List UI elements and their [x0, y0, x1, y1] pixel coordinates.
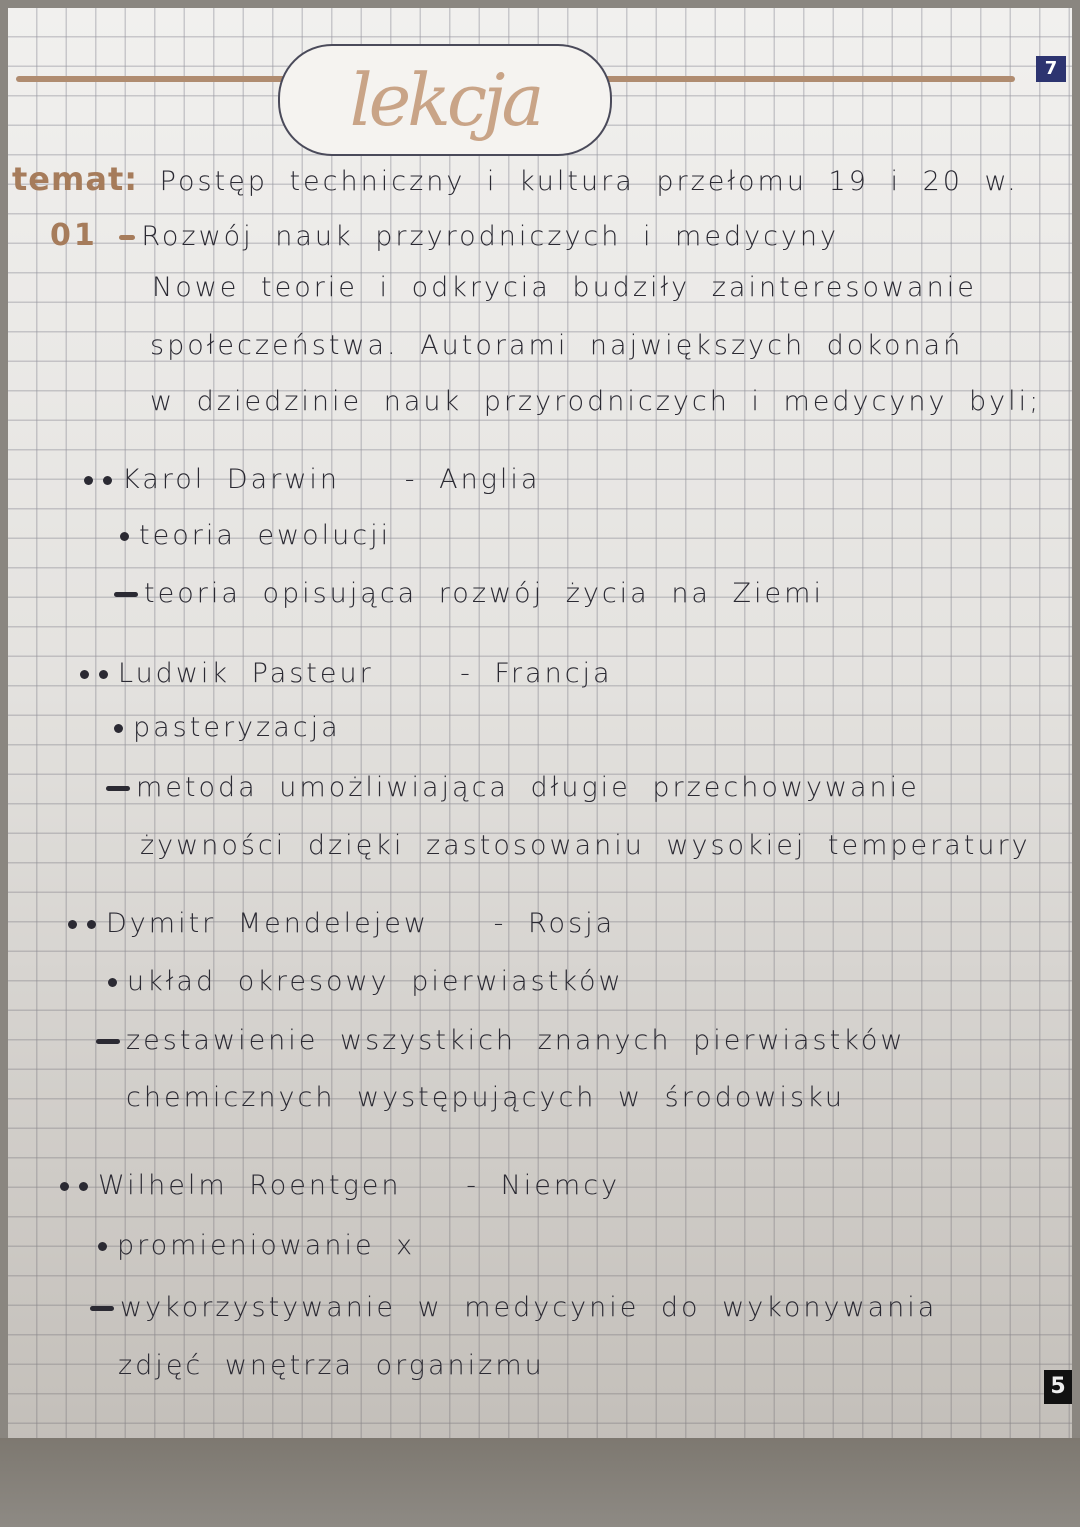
bullet-icon	[79, 1182, 88, 1191]
topic-label: temat:	[12, 160, 139, 198]
bullet-icon	[120, 532, 129, 541]
description-line	[96, 1025, 906, 1056]
achievement: promieniowanie x	[117, 1230, 416, 1261]
scientist-country: - Niemcy	[466, 1170, 621, 1201]
page-marker-bottom: 5	[1044, 1370, 1072, 1404]
bullet-icon	[87, 920, 96, 929]
scientist-name: Karol Darwin	[122, 464, 341, 495]
description-line: zdjęć wnętrza organizmu	[118, 1350, 545, 1381]
bullet-icon	[99, 670, 108, 679]
scientist-name-line	[68, 908, 615, 939]
topic-text: Postęp techniczny i kultura przełomu 19 i 20 w.	[159, 166, 1019, 197]
scientist-name: Wilhelm Roentgen	[98, 1170, 402, 1201]
lesson-title-logo	[278, 44, 612, 156]
bullet-icon	[108, 978, 117, 987]
dash-icon	[106, 786, 130, 791]
scientist-name-line	[80, 658, 613, 689]
section-number: 01	[50, 218, 98, 253]
dash-icon	[114, 592, 138, 597]
desk-background	[0, 1438, 1080, 1527]
description-line	[106, 772, 920, 803]
section-title: Rozwój nauk przyrodniczych i medycyny	[141, 221, 839, 252]
bullet-icon	[114, 724, 123, 733]
achievement-line	[108, 966, 624, 997]
dash-icon	[119, 235, 135, 240]
description-line	[114, 578, 824, 609]
scientist-country: - Francja	[460, 658, 613, 689]
intro-line: w dziedzinie nauk przyrodniczych i medycyny byli;	[150, 386, 1042, 417]
achievement: układ okresowy pierwiastków	[127, 966, 624, 997]
bullet-icon	[80, 670, 89, 679]
description-text: zestawienie wszystkich znanych pierwiastków	[126, 1025, 906, 1056]
achievement-line	[120, 520, 391, 551]
bullet-icon	[84, 476, 93, 485]
bullet-icon	[68, 920, 77, 929]
page-marker-top: 7	[1036, 56, 1066, 82]
bullet-icon	[98, 1242, 107, 1251]
achievement-line	[114, 712, 341, 743]
bullet-icon	[103, 476, 112, 485]
header-rule-right	[600, 76, 1015, 82]
scientist-name: Ludwik Pasteur	[118, 658, 374, 689]
lesson-title: lekcja	[349, 58, 541, 142]
section-heading	[50, 218, 839, 253]
achievement: pasteryzacja	[133, 712, 341, 743]
topic-line	[12, 160, 1019, 198]
description-line	[90, 1292, 937, 1323]
scientist-name-line	[60, 1170, 620, 1201]
intro-line: Nowe teorie i odkrycia budziły zainteresowanie	[152, 272, 977, 303]
description-line: chemicznych występujących w środowisku	[126, 1082, 845, 1113]
scientist-name: Dymitr Mendelejew	[106, 908, 429, 939]
achievement: teoria ewolucji	[139, 520, 392, 551]
intro-line: społeczeństwa. Autorami największych dokonań	[150, 330, 964, 361]
description-text: metoda umożliwiająca długie przechowywanie	[136, 772, 920, 803]
bullet-icon	[60, 1182, 69, 1191]
header-rule-left	[16, 76, 286, 82]
dash-icon	[90, 1306, 114, 1311]
dash-icon	[96, 1039, 120, 1044]
scientist-country: - Rosja	[493, 908, 616, 939]
achievement-line	[98, 1230, 415, 1261]
description-line: żywności dzięki zastosowaniu wysokiej temperatury	[140, 830, 1031, 861]
description-text: teoria opisująca rozwój życia na Ziemi	[144, 578, 824, 609]
scientist-country: - Anglia	[404, 464, 541, 495]
description-text: wykorzystywanie w medycynie do wykonywania	[120, 1292, 938, 1323]
scientist-name-line	[84, 464, 540, 495]
